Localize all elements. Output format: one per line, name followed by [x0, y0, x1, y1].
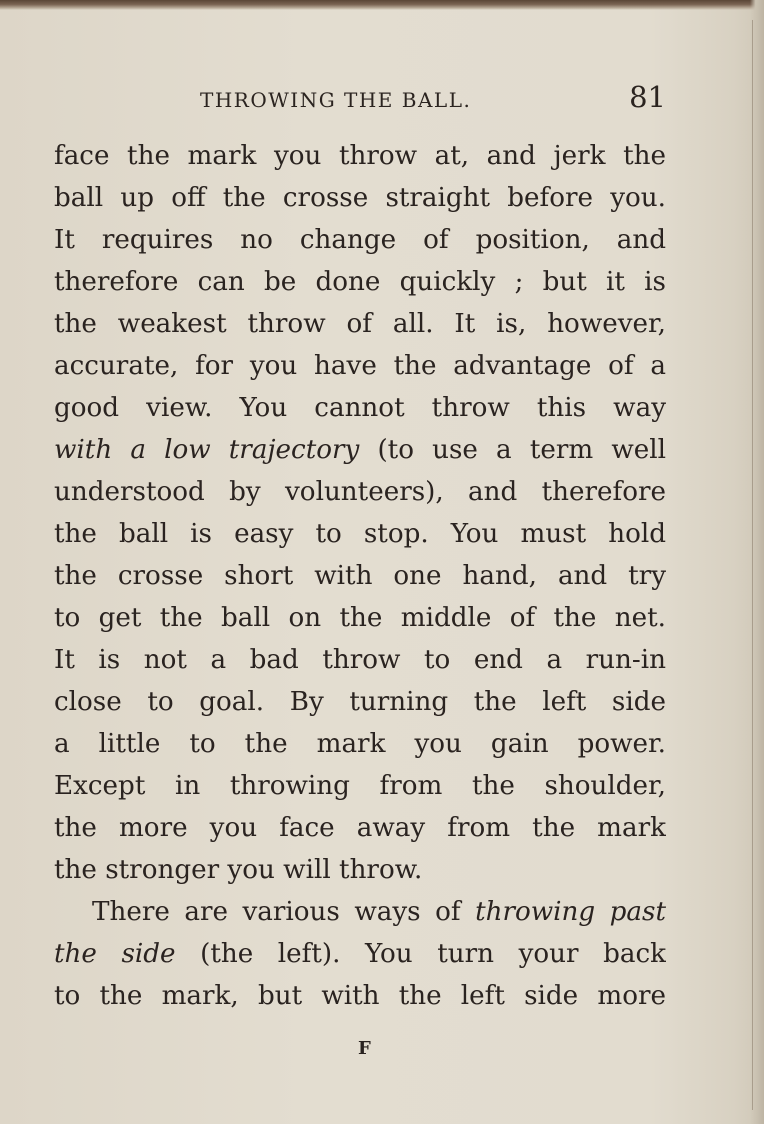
- text-line: [54, 429, 666, 471]
- page-number: 81: [629, 80, 666, 114]
- text-line: understood by volunteers), and therefore: [54, 477, 666, 507]
- page-fold-line: [752, 20, 753, 1110]
- text-line: It is not a bad throw to end a run-in: [54, 645, 666, 675]
- text-line: It requires no change of position, and: [54, 225, 666, 255]
- text-line: to get the ball on the middle of the net.: [54, 603, 666, 633]
- page-top-edge: [0, 0, 764, 10]
- page-header: [200, 80, 666, 120]
- signature-mark: F: [358, 1038, 371, 1059]
- italic-phrase: throwing past: [475, 897, 666, 927]
- text-line: good view. You cannot throw this way: [54, 393, 666, 423]
- text-line: close to goal. By turning the left side: [54, 687, 666, 717]
- text-fragment: (the left). You turn your back: [175, 939, 666, 969]
- text-line: a little to the mark you gain power.: [54, 729, 666, 759]
- text-fragment: (to use a term well: [359, 435, 666, 465]
- body-text: [54, 135, 666, 1017]
- text-line: accurate, for you have the advantage of a: [54, 351, 666, 381]
- text-line: the weakest throw of all. It is, however,: [54, 309, 666, 339]
- text-line: [54, 933, 666, 975]
- italic-phrase: the side: [54, 939, 176, 969]
- text-line: the more you face away from the mark: [54, 813, 666, 843]
- text-line: the stronger you will throw.: [54, 855, 423, 885]
- text-line: to the mark, but with the left side more: [54, 981, 666, 1011]
- text-line: face the mark you throw at, and jerk the: [54, 141, 666, 171]
- text-line: the crosse short with one hand, and try: [54, 561, 666, 591]
- text-line: [54, 891, 666, 933]
- text-line: ball up off the crosse straight before you.: [54, 183, 666, 213]
- italic-phrase: with a low trajectory: [54, 435, 360, 465]
- text-line: therefore can be done quickly ; but it is: [54, 267, 666, 297]
- running-head: THROWING THE BALL.: [200, 88, 472, 112]
- text-fragment: There are various ways of: [92, 897, 476, 927]
- text-line: Except in throwing from the shoulder,: [54, 771, 666, 801]
- text-line: the ball is easy to stop. You must hold: [54, 519, 666, 549]
